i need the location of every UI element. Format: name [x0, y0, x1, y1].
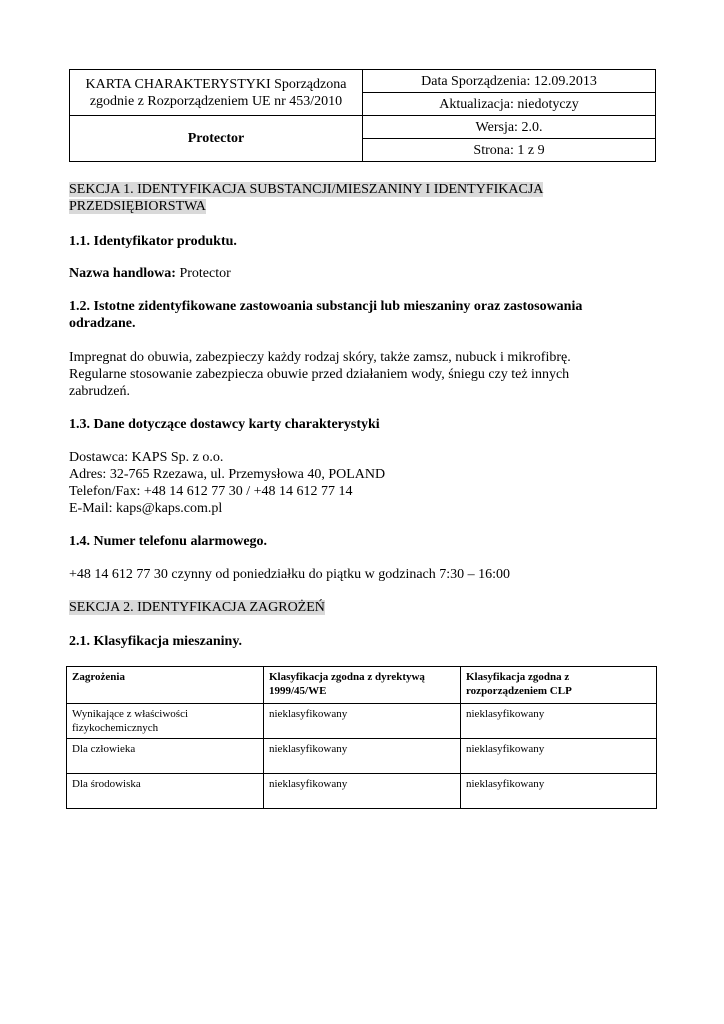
table-header-row [67, 667, 657, 704]
date-cell: Data Sporządzenia: 12.09.2013 [363, 70, 656, 93]
page-number-cell: Strona: 1 z 9 [363, 139, 656, 162]
table-cell: nieklasyfikowany [461, 739, 657, 774]
section-1-4-title: 1.4. Numer telefonu alarmowego. [69, 534, 268, 549]
section-1-heading: SEKCJA 1. IDENTYFIKACJA SUBSTANCJI/MIESZANINY I IDENTYFIKACJA PRZEDSIĘBIORSTWA [69, 182, 544, 214]
table-row [67, 774, 657, 809]
header-table [69, 69, 656, 162]
table-cell: nieklasyfikowany [264, 704, 461, 739]
table-row [67, 739, 657, 774]
update-cell: Aktualizacja: niedotyczy [363, 93, 656, 116]
table-row [67, 704, 657, 739]
trade-name: Nazwa handlowa: Protector [69, 266, 231, 281]
section-1-2-title: 1.2. Istotne zidentyfikowane zastowoania substancji lub mieszaniny oraz zastosowania odradzane. [69, 299, 583, 331]
table-header-cell: Klasyfikacja zgodna z rozporządzeniem CLP [461, 667, 657, 704]
table-cell: nieklasyfikowany [264, 774, 461, 809]
table-cell: nieklasyfikowany [264, 739, 461, 774]
section-1-1-title: 1.1. Identyfikator produktu. [69, 234, 237, 249]
classification-table [66, 666, 657, 809]
supplier-details: Dostawca: KAPS Sp. z o.o. Adres: 32-765 Rzezawa, ul. Przemysłowa 40, POLAND Telefon/Fax: +48 14 612 77 30 / +48 14 612 77 14 E-Mail: kaps@kaps.com.pl [69, 450, 386, 516]
intended-use-text: Impregnat do obuwia, zabezpieczy każdy rodzaj skóry, także zamsz, nubuck i mikrofibrę. Regularne stosowanie zabezpiecza obuwie przed działaniem wody, śniegu czy też innych zabrudzeń. [69, 350, 571, 399]
section-1-3-title: 1.3. Dane dotyczące dostawcy karty charakterystyki [69, 417, 380, 432]
table-cell: nieklasyfikowany [461, 774, 657, 809]
table-cell: Dla środowiska [67, 774, 264, 809]
table-cell: Dla człowieka [67, 739, 264, 774]
table-header-cell: Klasyfikacja zgodna z dyrektywą 1999/45/WE [264, 667, 461, 704]
emergency-phone: +48 14 612 77 30 czynny od poniedziałku do piątku w godzinach 7:30 – 16:00 [69, 567, 511, 582]
version-cell: Wersja: 2.0. [363, 116, 656, 139]
table-header-cell: Zagrożenia [67, 667, 264, 704]
table-cell: Wynikające z właściwości fizykochemicznych [67, 704, 264, 739]
product-name: Protector [70, 116, 363, 162]
section-2-1-title: 2.1. Klasyfikacja mieszaniny. [69, 634, 243, 649]
title-line-2: zgodnie z Rozporządzeniem UE nr 453/2010 [89, 93, 343, 109]
document-title [70, 70, 363, 116]
table-cell: nieklasyfikowany [461, 704, 657, 739]
title-line-1: KARTA CHARAKTERYSTYKI Sporządzona [85, 76, 347, 92]
section-2-heading: SEKCJA 2. IDENTYFIKACJA ZAGROŻEŃ [69, 600, 325, 615]
